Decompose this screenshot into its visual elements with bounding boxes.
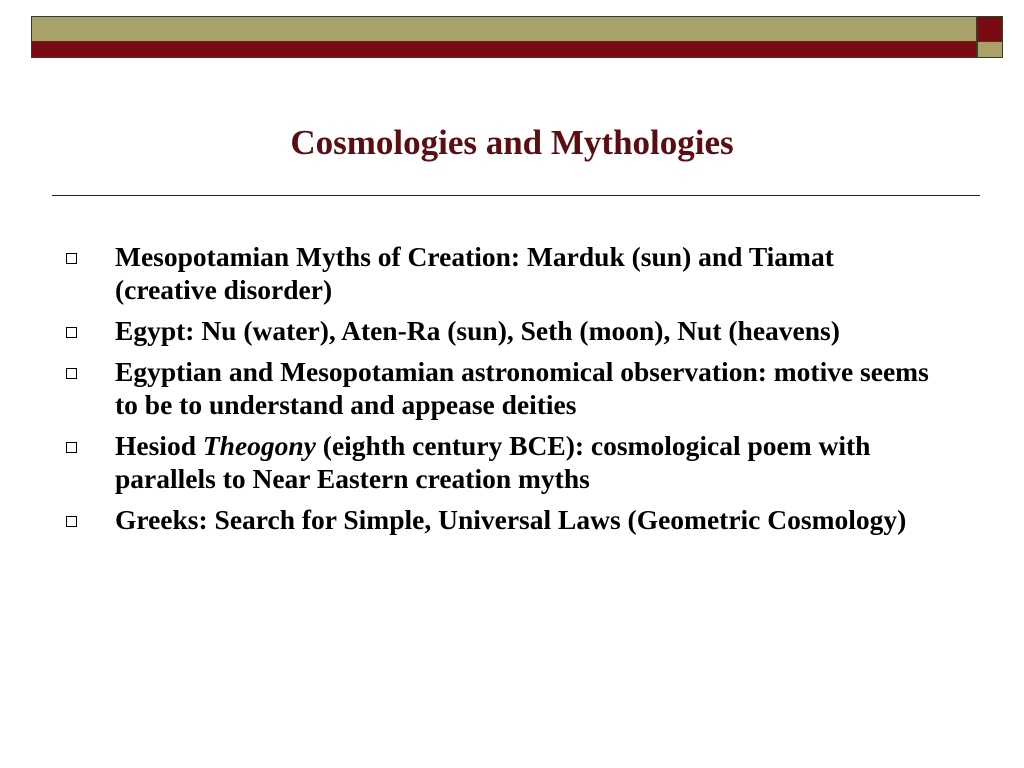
bullet-text-suffix: (eighth century BCE): cosmological poem with parallels to Near Eastern creation myths (115, 430, 871, 494)
bullet-text: Egypt: Nu (water), Aten-Ra (sun), Seth (moon), Nut (heavens) (115, 315, 840, 346)
bullet-text-prefix: Hesiod (115, 430, 203, 461)
hollow-square-icon (66, 516, 77, 527)
header-banner-maroon-bar (31, 42, 977, 58)
bullet-item (0, 314, 1024, 347)
hollow-square-icon (66, 327, 77, 338)
title-divider (52, 195, 980, 196)
bullet-item (0, 429, 1024, 495)
hollow-square-icon (66, 368, 77, 379)
hollow-square-icon (66, 253, 77, 264)
header-corner-maroon-square (977, 16, 1003, 42)
bullet-item (0, 240, 1024, 306)
bullet-text: Greeks: Search for Simple, Universal Laws (Geometric Cosmology) (115, 504, 907, 535)
bullet-item (0, 503, 1024, 536)
hollow-square-icon (66, 442, 77, 453)
bullet-text: Mesopotamian Myths of Creation: Marduk (sun) and Tiamat (creative disorder) (115, 241, 834, 305)
book-title-theogony: Theogony (202, 430, 316, 461)
header-banner-olive-bar (31, 16, 977, 42)
slide-title: Cosmologies and Mythologies (290, 123, 734, 162)
bullet-item (0, 355, 1024, 421)
header-corner-olive-square (977, 42, 1003, 58)
bullet-text: Egyptian and Mesopotamian astronomical observation: motive seems to be to understand and appease deities (115, 356, 929, 420)
bullet-list (0, 240, 1024, 544)
